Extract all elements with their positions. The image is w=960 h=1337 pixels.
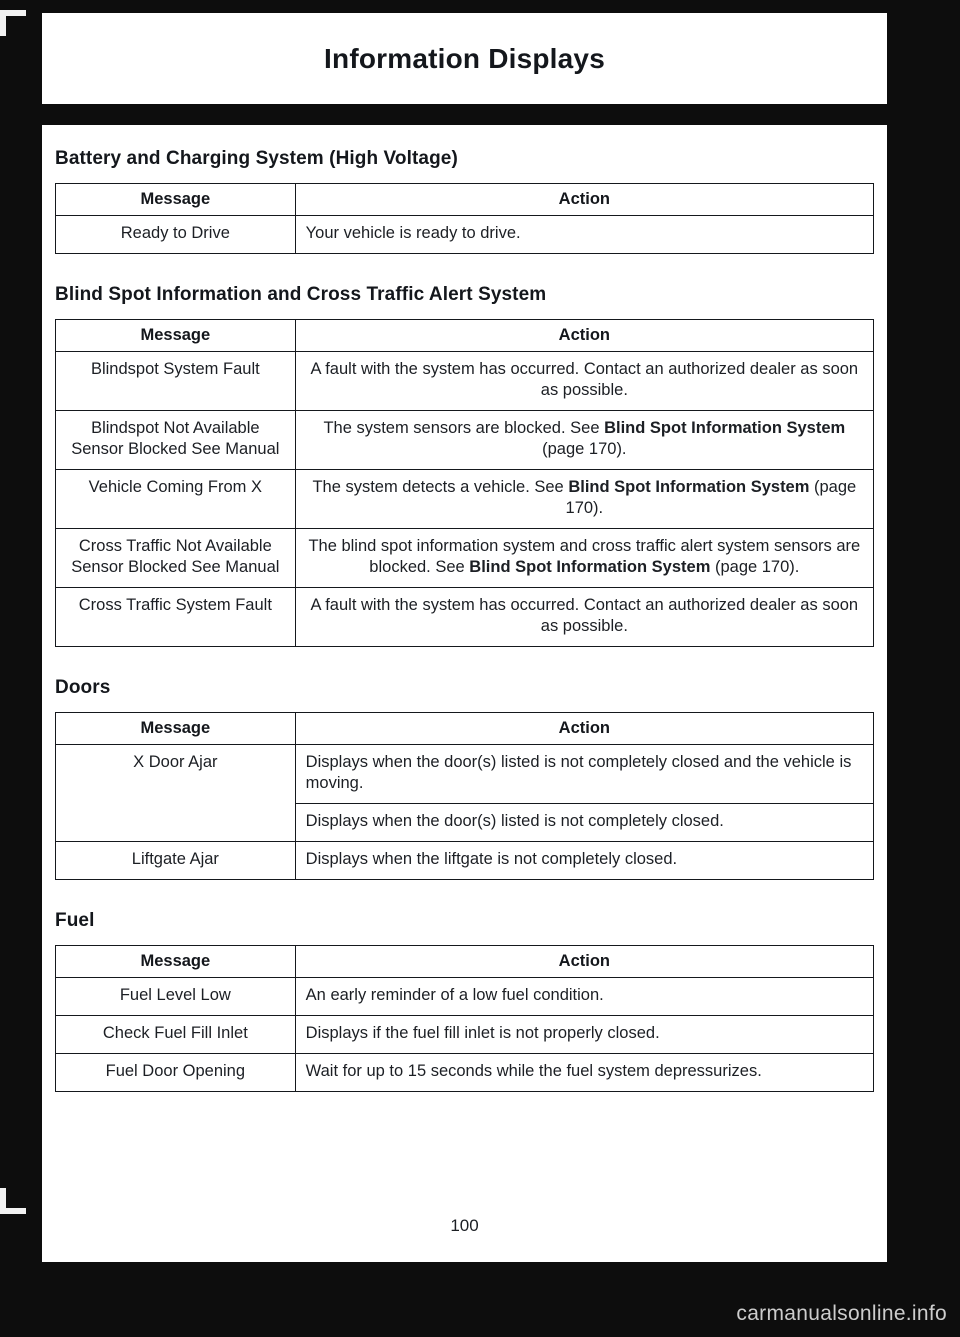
table-row xyxy=(56,978,874,1016)
column-header-message: Message xyxy=(56,946,296,978)
table-row xyxy=(56,411,874,470)
crop-mark-bottom-left-icon xyxy=(0,1188,26,1214)
message-cell: Cross Traffic Not Available Sensor Blocked See Manual xyxy=(56,529,296,588)
table-header-row xyxy=(56,184,874,216)
page-title: Information Displays xyxy=(324,42,605,74)
column-header-action: Action xyxy=(295,184,873,216)
manual-section xyxy=(55,148,874,254)
table-header-row xyxy=(56,713,874,745)
action-cell: Displays when the liftgate is not completely closed. xyxy=(295,842,873,880)
action-cell: Displays when the door(s) listed is not completely closed. xyxy=(295,804,873,842)
table-header-row xyxy=(56,946,874,978)
page-number: 100 xyxy=(450,1216,479,1235)
manual-page xyxy=(42,125,887,1262)
section-heading: Doors xyxy=(55,677,111,698)
message-cell: X Door Ajar xyxy=(56,745,296,842)
message-action-table xyxy=(55,712,874,880)
table-row xyxy=(56,1054,874,1092)
table-row xyxy=(56,1016,874,1054)
message-cell: Blindspot System Fault xyxy=(56,352,296,411)
message-cell: Fuel Door Opening xyxy=(56,1054,296,1092)
action-cell: The blind spot information system and cross traffic alert system sensors are blocked. See Blind Spot Information System (page 170). xyxy=(295,529,873,588)
action-cell: A fault with the system has occurred. Contact an authorized dealer as soon as possible. xyxy=(295,352,873,411)
manual-section xyxy=(55,677,874,880)
message-action-table xyxy=(55,183,874,254)
action-cell: The system detects a vehicle. See Blind Spot Information System (page 170). xyxy=(295,470,873,529)
column-header-message: Message xyxy=(56,320,296,352)
section-heading: Battery and Charging System (High Voltage) xyxy=(55,148,458,169)
message-action-table xyxy=(55,319,874,647)
message-cell: Ready to Drive xyxy=(56,216,296,254)
table-row xyxy=(56,588,874,647)
column-header-action: Action xyxy=(295,320,873,352)
message-cell: Check Fuel Fill Inlet xyxy=(56,1016,296,1054)
action-cell: Displays if the fuel fill inlet is not properly closed. xyxy=(295,1016,873,1054)
message-action-table xyxy=(55,945,874,1092)
message-cell: Fuel Level Low xyxy=(56,978,296,1016)
table-row xyxy=(56,470,874,529)
action-cell: Your vehicle is ready to drive. xyxy=(295,216,873,254)
message-cell: Vehicle Coming From X xyxy=(56,470,296,529)
message-cell: Cross Traffic System Fault xyxy=(56,588,296,647)
message-cell: Blindspot Not Available Sensor Blocked See Manual xyxy=(56,411,296,470)
message-cell: Liftgate Ajar xyxy=(56,842,296,880)
table-row xyxy=(56,842,874,880)
sections-root xyxy=(55,148,874,1092)
manual-section xyxy=(55,910,874,1092)
action-cell: A fault with the system has occurred. Contact an authorized dealer as soon as possible. xyxy=(295,588,873,647)
table-row xyxy=(56,529,874,588)
manual-section xyxy=(55,284,874,647)
page-header xyxy=(42,13,887,104)
table-row xyxy=(56,352,874,411)
column-header-message: Message xyxy=(56,184,296,216)
section-heading: Blind Spot Information and Cross Traffic Alert System xyxy=(55,284,547,305)
table-row xyxy=(56,745,874,804)
table-row xyxy=(56,216,874,254)
action-cell: An early reminder of a low fuel condition. xyxy=(295,978,873,1016)
crop-mark-top-left-icon xyxy=(0,10,26,36)
action-cell: The system sensors are blocked. See Blind Spot Information System (page 170). xyxy=(295,411,873,470)
watermark: carmanualsonline.info xyxy=(736,1302,947,1325)
column-header-action: Action xyxy=(295,946,873,978)
column-header-message: Message xyxy=(56,713,296,745)
section-heading: Fuel xyxy=(55,910,95,931)
table-header-row xyxy=(56,320,874,352)
action-cell: Wait for up to 15 seconds while the fuel system depressurizes. xyxy=(295,1054,873,1092)
action-cell: Displays when the door(s) listed is not completely closed and the vehicle is moving. xyxy=(295,745,873,804)
column-header-action: Action xyxy=(295,713,873,745)
